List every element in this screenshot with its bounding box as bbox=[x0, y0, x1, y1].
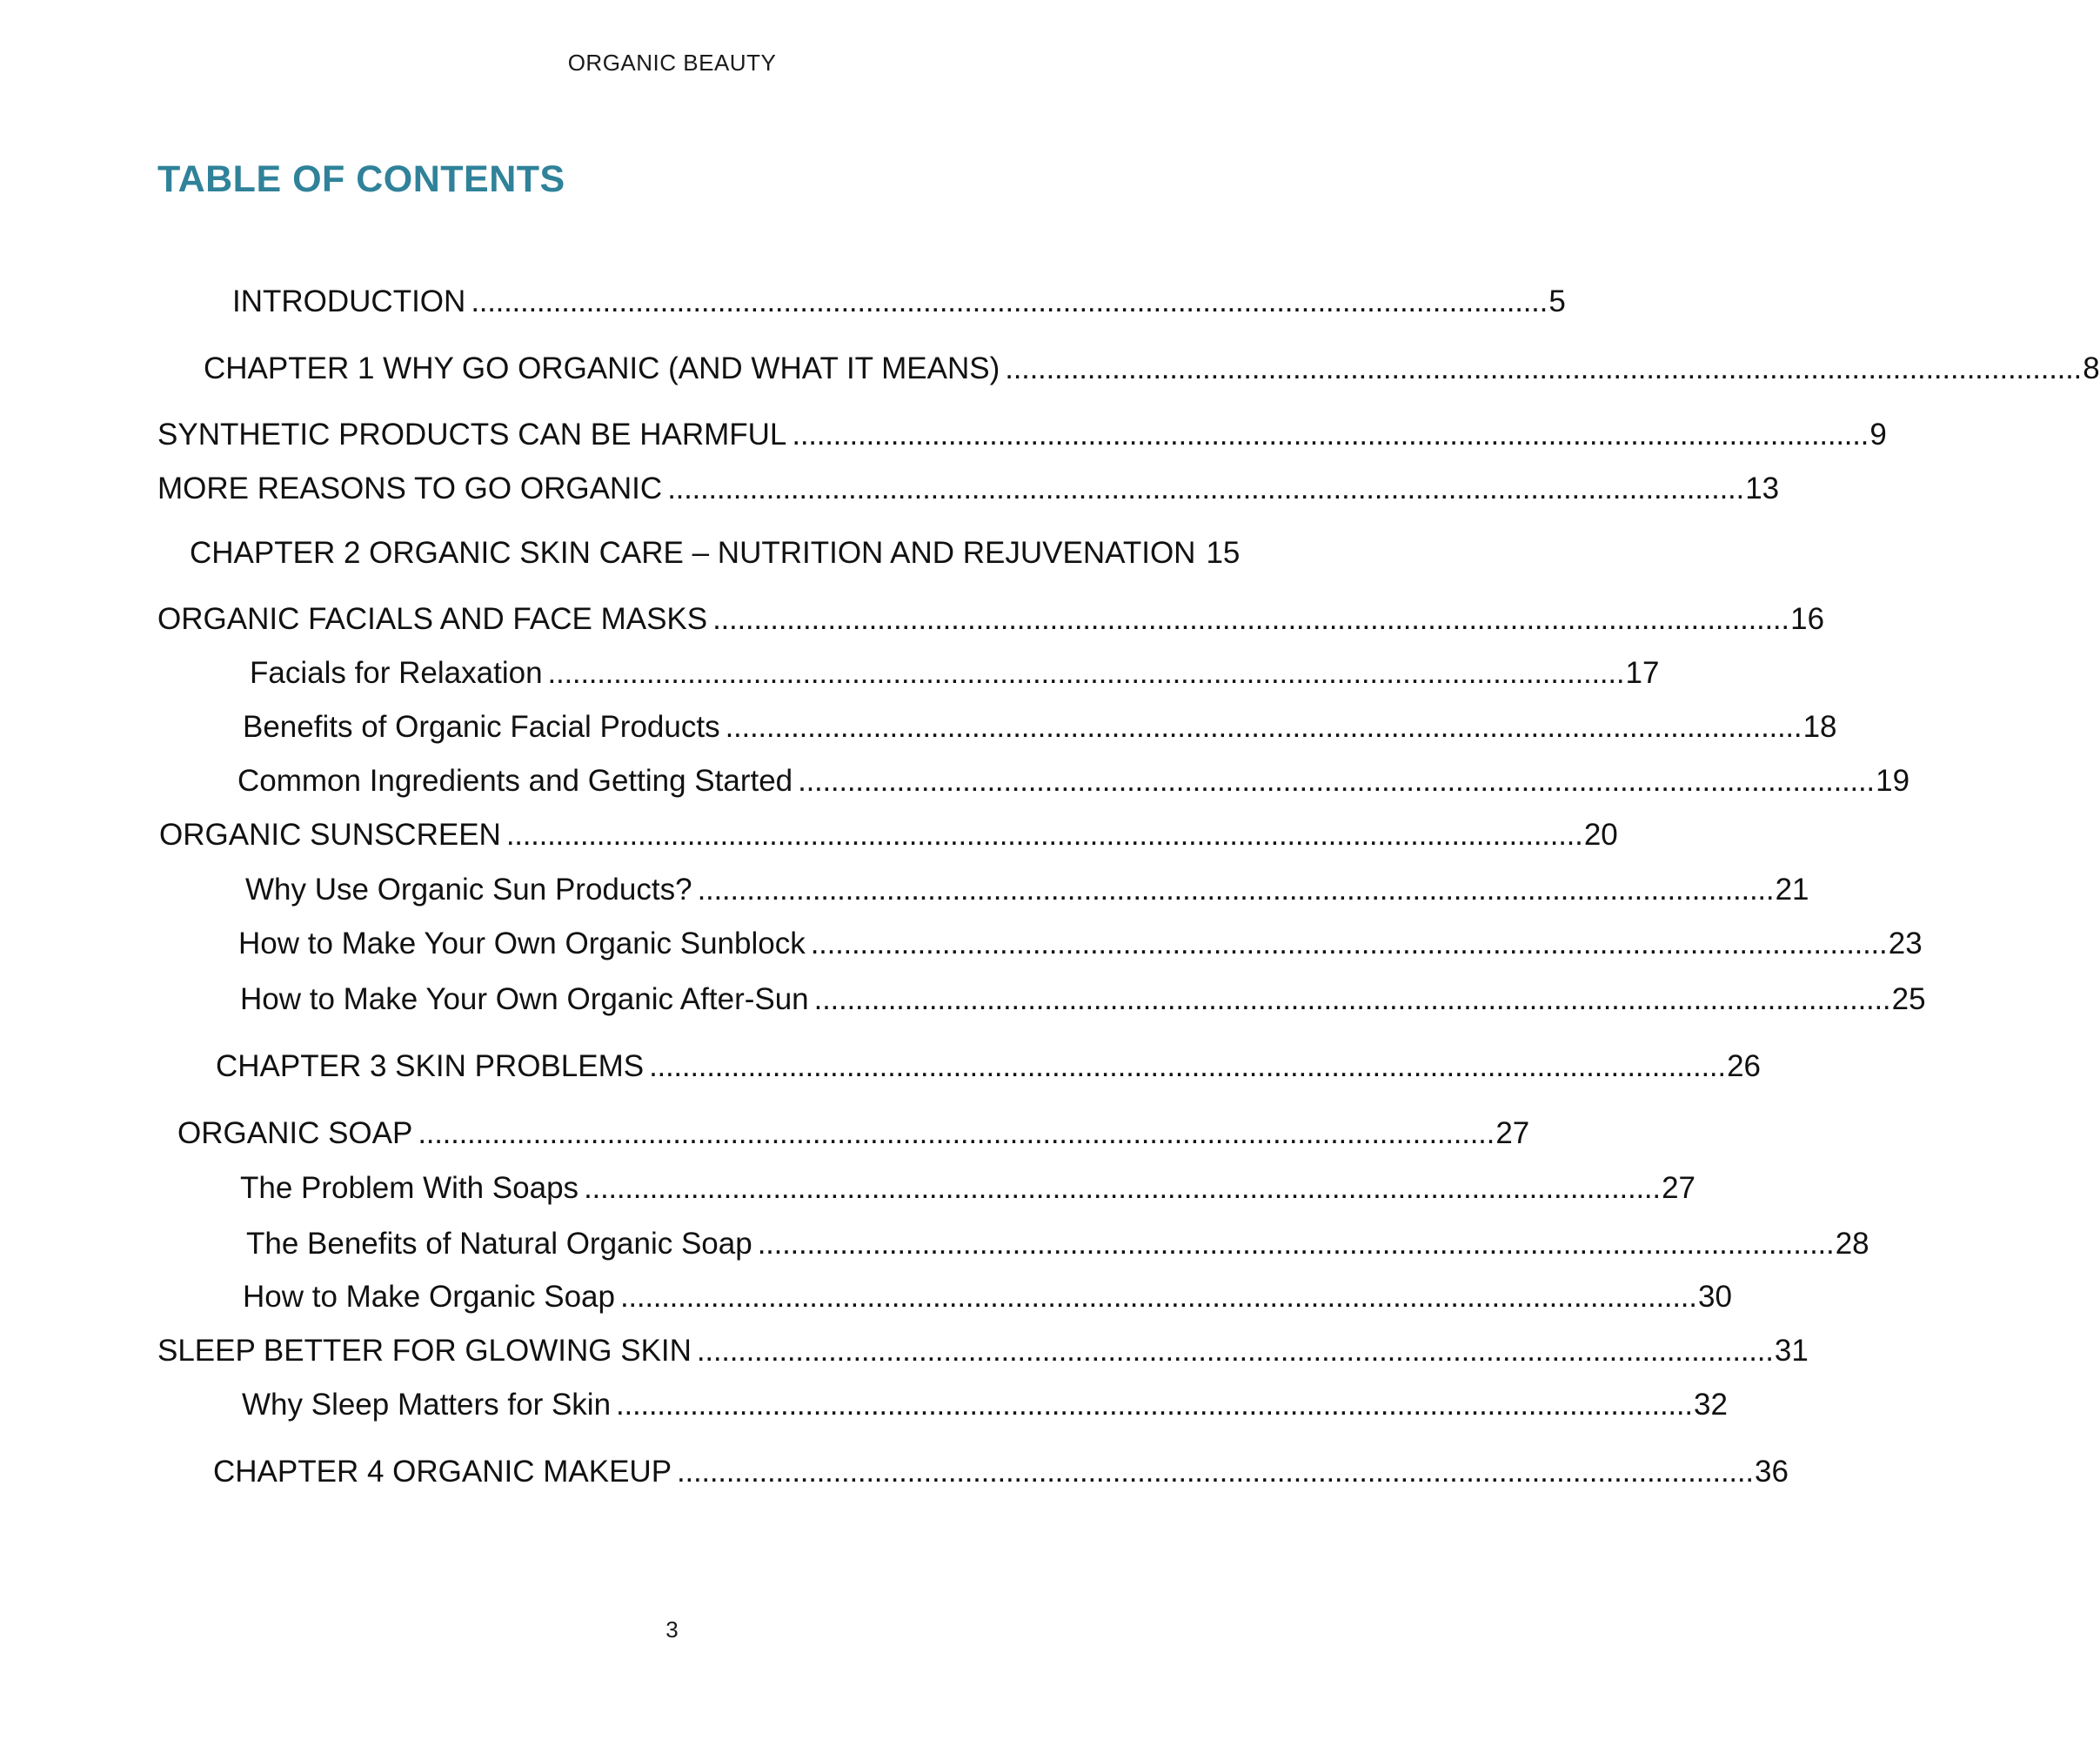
toc-entry-title: ORGANIC SOAP bbox=[177, 1116, 413, 1150]
toc-entry-title: CHAPTER 2 ORGANIC SKIN CARE – NUTRITION AND REJUVENATION bbox=[190, 536, 1196, 570]
toc-entry-title: ORGANIC SUNSCREEN bbox=[159, 818, 501, 852]
toc-entry-benefits-facial-products[interactable] bbox=[243, 708, 1837, 746]
dot-leader bbox=[726, 708, 1798, 746]
toc-entry-title: CHAPTER 1 WHY GO ORGANIC (AND WHAT IT MEANS) bbox=[204, 351, 1000, 385]
toc-entry-title: Why Use Organic Sun Products? bbox=[245, 873, 692, 907]
toc-entry-organic-facials[interactable] bbox=[157, 600, 1825, 639]
toc-entry-problem-soaps[interactable] bbox=[240, 1169, 1695, 1208]
toc-entry-page: 16 bbox=[1790, 602, 1825, 636]
toc-entry-chapter-4[interactable] bbox=[213, 1453, 1789, 1491]
dot-leader bbox=[548, 654, 1621, 693]
toc-entry-title: How to Make Organic Soap bbox=[243, 1280, 615, 1314]
toc-entry-title: CHAPTER 3 SKIN PROBLEMS bbox=[216, 1049, 645, 1083]
toc-entry-title: CHAPTER 4 ORGANIC MAKEUP bbox=[213, 1455, 672, 1489]
toc-entry-make-sunblock[interactable] bbox=[238, 925, 1923, 963]
dot-leader bbox=[814, 980, 1887, 1019]
toc-entry-make-soap[interactable] bbox=[243, 1278, 1732, 1316]
toc-entry-synthetic-products[interactable] bbox=[157, 416, 1887, 454]
toc-entry-title: MORE REASONS TO GO ORGANIC bbox=[157, 472, 663, 505]
toc-entry-chapter-1[interactable] bbox=[204, 350, 2100, 388]
toc-entry-page: 20 bbox=[1583, 818, 1618, 852]
dot-leader bbox=[620, 1278, 1693, 1316]
dot-leader bbox=[792, 416, 1864, 454]
toc-entry-page: 25 bbox=[1891, 982, 1926, 1016]
page-number: 3 bbox=[665, 1616, 679, 1643]
toc-entry-title: SYNTHETIC PRODUCTS CAN BE HARMFUL bbox=[157, 418, 787, 452]
dot-leader bbox=[697, 1332, 1769, 1370]
toc-entry-title: How to Make Your Own Organic After-Sun bbox=[240, 982, 809, 1016]
dot-leader bbox=[712, 600, 1785, 639]
toc-entry-page: 21 bbox=[1775, 873, 1809, 907]
toc-entry-title: Benefits of Organic Facial Products bbox=[243, 710, 720, 744]
toc-entry-title: The Benefits of Natural Organic Soap bbox=[246, 1227, 752, 1261]
toc-entry-page: 23 bbox=[1888, 927, 1923, 960]
toc-entry-page: 15 bbox=[1206, 536, 1241, 570]
toc-entry-page: 27 bbox=[1662, 1171, 1695, 1205]
dot-leader bbox=[698, 871, 1770, 909]
dot-leader bbox=[471, 283, 1543, 321]
toc-entry-facials-relaxation[interactable] bbox=[250, 654, 1660, 693]
toc-entry-page: 5 bbox=[1548, 284, 1566, 318]
toc-entry-page: 17 bbox=[1625, 656, 1660, 690]
toc-entry-title: SLEEP BETTER FOR GLOWING SKIN bbox=[157, 1334, 692, 1368]
toc-entry-chapter-3[interactable] bbox=[216, 1047, 1762, 1086]
dot-leader bbox=[811, 925, 1883, 963]
toc-entry-chapter-2[interactable] bbox=[190, 534, 1241, 572]
running-header: ORGANIC BEAUTY bbox=[567, 50, 777, 76]
dot-leader bbox=[677, 1453, 1749, 1491]
toc-entry-page: 19 bbox=[1876, 764, 1910, 798]
toc-entry-title: INTRODUCTION bbox=[232, 284, 466, 318]
toc-entry-page: 31 bbox=[1774, 1334, 1809, 1368]
toc-entry-title: How to Make Your Own Organic Sunblock bbox=[238, 927, 806, 960]
toc-entry-title: ORGANIC FACIALS AND FACE MASKS bbox=[157, 602, 708, 636]
toc-entry-common-ingredients[interactable] bbox=[237, 762, 1910, 800]
toc-entry-organic-sunscreen[interactable] bbox=[159, 816, 1618, 854]
toc-entry-title: The Problem With Soaps bbox=[240, 1171, 579, 1205]
toc-entry-page: 18 bbox=[1802, 710, 1837, 744]
dot-leader bbox=[667, 470, 1740, 508]
dot-leader bbox=[798, 762, 1870, 800]
toc-entry-page: 30 bbox=[1697, 1280, 1732, 1314]
toc-entry-page: 26 bbox=[1727, 1049, 1762, 1083]
toc-entry-page: 8 bbox=[2083, 351, 2100, 385]
toc-entry-title: Common Ingredients and Getting Started bbox=[237, 764, 793, 798]
toc-entry-sleep-matters[interactable] bbox=[242, 1386, 1728, 1424]
toc-entry-more-reasons[interactable] bbox=[157, 470, 1780, 508]
dot-leader bbox=[1005, 350, 2077, 388]
toc-entry-page: 28 bbox=[1835, 1227, 1869, 1261]
toc-entry-page: 13 bbox=[1745, 472, 1780, 505]
toc-entry-why-organic-sun[interactable] bbox=[245, 871, 1809, 909]
toc-entry-sleep-better[interactable] bbox=[157, 1332, 1809, 1370]
toc-entry-introduction[interactable] bbox=[232, 283, 1566, 321]
toc-entry-title: Why Sleep Matters for Skin bbox=[242, 1388, 612, 1422]
dot-leader bbox=[418, 1114, 1490, 1153]
toc-entry-organic-soap[interactable] bbox=[177, 1114, 1530, 1153]
toc-entry-benefits-soap[interactable] bbox=[246, 1225, 1869, 1263]
toc-entry-page: 27 bbox=[1495, 1116, 1530, 1150]
dot-leader bbox=[616, 1386, 1689, 1424]
toc-entry-make-after-sun[interactable] bbox=[240, 980, 1926, 1019]
toc-entry-page: 9 bbox=[1869, 418, 1887, 452]
toc-entry-title: Facials for Relaxation bbox=[250, 656, 543, 690]
dot-leader bbox=[758, 1225, 1830, 1263]
dot-leader bbox=[649, 1047, 1722, 1086]
toc-heading: TABLE OF CONTENTS bbox=[157, 158, 565, 200]
dot-leader bbox=[584, 1169, 1656, 1208]
toc-entry-page: 32 bbox=[1694, 1388, 1728, 1422]
toc-entry-page: 36 bbox=[1755, 1455, 1789, 1489]
dot-leader bbox=[506, 816, 1579, 854]
